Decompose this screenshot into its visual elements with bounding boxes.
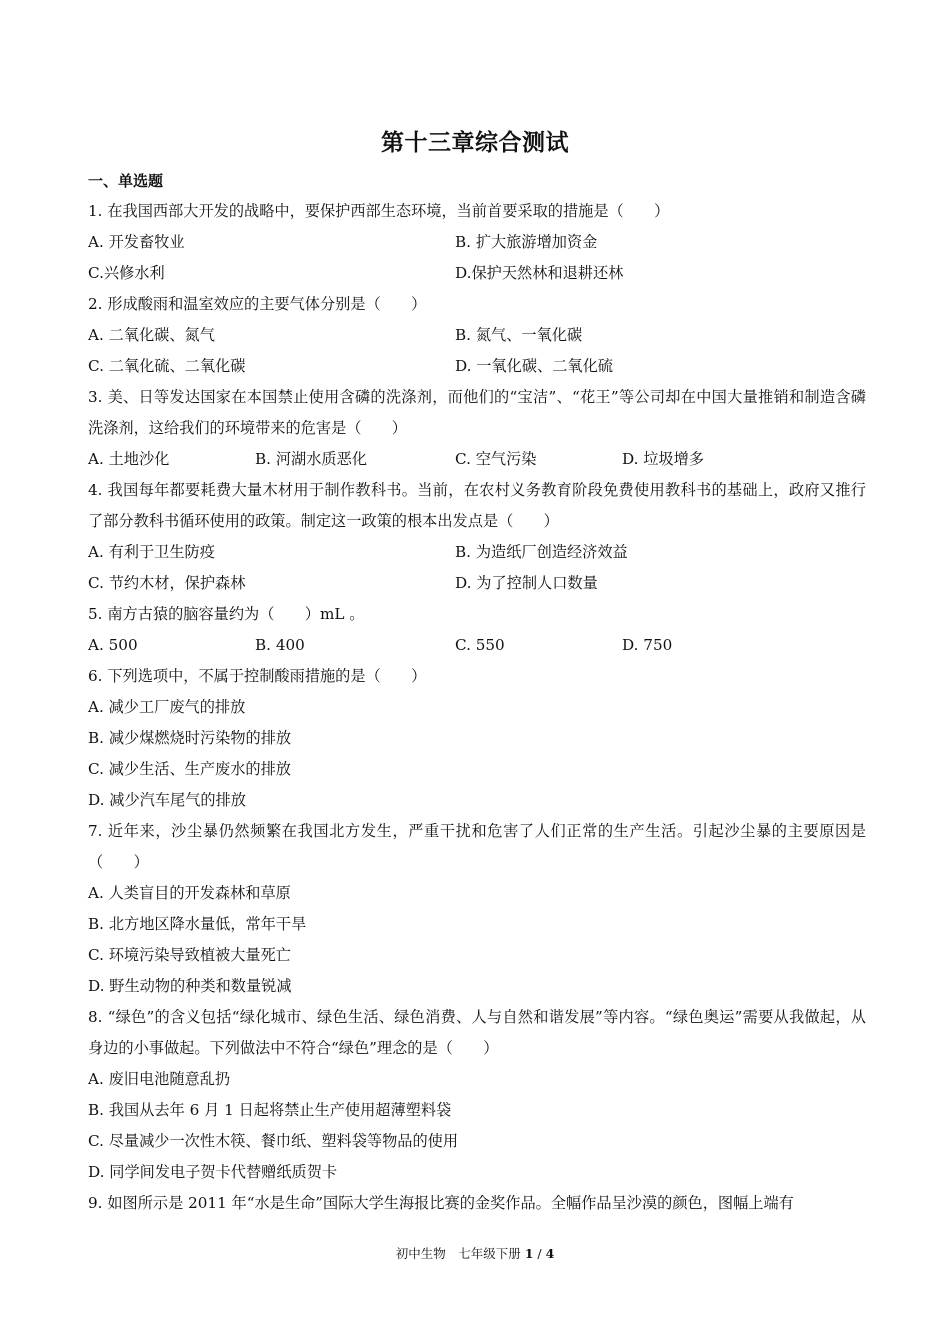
question-5-options-row	[88, 630, 866, 661]
question-5-option-c: C. 550	[455, 636, 505, 654]
question-3-stem: 3. 美、日等发达国家在本国禁止使用含磷的洗涤剂，而他们的“宝洁”、“花王”等公司却在中国大量推销和制造含磷洗涤剂，这给我们的环境带来的危害是（ ）	[88, 388, 866, 437]
question-3-option-c: C. 空气污染	[455, 450, 537, 468]
question-1-option-a: A. 开发畜牧业	[88, 233, 185, 251]
footer-page-number: 1	[524, 1246, 534, 1261]
question-1-option-d: D.保护天然林和退耕还林	[455, 264, 624, 282]
question-1-options-row	[88, 227, 866, 258]
question-2-option-c: C. 二氧化硫、二氧化碳	[88, 357, 246, 375]
question-2-option-d: D. 一氧化碳、二氧化硫	[455, 357, 613, 375]
question-2-stem: 2. 形成酸雨和温室效应的主要气体分别是（ ）	[88, 295, 427, 313]
question-list	[88, 196, 866, 1219]
question-7-option-a: A. 人类盲目的开发森林和草原	[88, 884, 291, 902]
question-4-options-row	[88, 537, 866, 568]
question-6-stem: 6. 下列选项中，不属于控制酸雨措施的是（ ）	[88, 667, 427, 685]
question-1-options-row	[88, 258, 866, 289]
question-5-option-d: D. 750	[622, 636, 673, 654]
question-4-option-d: D. 为了控制人口数量	[455, 574, 598, 592]
question-4-option-c: C. 节约木材，保护森林	[88, 574, 246, 592]
question-4-stem: 4. 我国每年都要耗费大量木材用于制作教科书。当前，在农村义务教育阶段免费使用教科书的基础上，政府又推行了部分教科书循环使用的政策。制定这一政策的根本出发点是（ ）	[88, 481, 866, 530]
question-5-option-b: B. 400	[255, 636, 305, 654]
question-1-option-b: B. 扩大旅游增加资金	[455, 233, 598, 251]
footer-page-total: 4	[545, 1246, 555, 1261]
question-2-options-row	[88, 351, 866, 382]
question-6-option-d: D. 减少汽车尾气的排放	[88, 791, 246, 809]
question-3-options-row	[88, 444, 866, 475]
question-7-option-d: D. 野生动物的种类和数量锐减	[88, 977, 292, 995]
question-8-option-b: B. 我国从去年 6 月 1 日起将禁止生产使用超薄塑料袋	[88, 1101, 452, 1119]
page-footer	[0, 1244, 950, 1262]
question-4-option-a: A. 有利于卫生防疫	[88, 543, 215, 561]
question-7-option-b: B. 北方地区降水量低，常年干旱	[88, 915, 307, 933]
question-4-option-b: B. 为造纸厂创造经济效益	[455, 543, 628, 561]
question-8-option-c: C. 尽量减少一次性木筷、餐巾纸、塑料袋等物品的使用	[88, 1132, 459, 1150]
question-7-stem: 7. 近年来，沙尘暴仍然频繁在我国北方发生，严重干扰和危害了人们正常的生产生活。引起沙尘暴的主要原因是（ ）	[88, 822, 866, 871]
question-2-option-b: B. 氮气、一氧化碳	[455, 326, 583, 344]
question-3-option-b: B. 河湖水质恶化	[255, 450, 367, 468]
question-5-stem: 5. 南方古猿的脑容量约为（ ）mL 。	[88, 605, 365, 623]
question-2-options-row	[88, 320, 866, 351]
question-6-option-c: C. 减少生活、生产废水的排放	[88, 760, 291, 778]
question-5-option-a: A. 500	[88, 636, 138, 654]
question-8-option-a: A. 废旧电池随意乱扔	[88, 1070, 231, 1088]
question-4-options-row	[88, 568, 866, 599]
section-heading: 一、单选题	[88, 172, 164, 190]
question-1-stem: 1. 在我国西部大开发的战略中，要保护西部生态环境，当前首要采取的措施是（ ）	[88, 202, 670, 220]
question-2-option-a: A. 二氧化碳、氮气	[88, 326, 215, 344]
footer-separator: /	[533, 1246, 546, 1261]
question-3-option-a: A. 土地沙化	[88, 450, 170, 468]
question-1-option-c: C.兴修水利	[88, 264, 165, 282]
question-6-option-a: A. 减少工厂废气的排放	[88, 698, 246, 716]
question-9-stem: 9. 如图所示是 2011 年“水是生命”国际大学生海报比赛的金奖作品。全幅作品呈沙漠的颜色，图幅上端有	[88, 1194, 794, 1212]
question-8-option-d: D. 同学间发电子贺卡代替赠纸质贺卡	[88, 1163, 338, 1181]
question-8-stem: 8. “绿色”的含义包括“绿化城市、绿色生活、绿色消费、人与自然和谐发展”等内容。“绿色奥运”需要从我做起，从身边的小事做起。下列做法中不符合“绿色”理念的是（ ）	[88, 1008, 866, 1057]
page-title: 第十三章综合测试	[381, 129, 569, 156]
question-3-option-d: D. 垃圾增多	[622, 450, 705, 468]
question-6-option-b: B. 减少煤燃烧时污染物的排放	[88, 729, 292, 747]
question-7-option-c: C. 环境污染导致植被大量死亡	[88, 946, 291, 964]
footer-subject: 初中生物 七年级下册	[395, 1246, 521, 1261]
